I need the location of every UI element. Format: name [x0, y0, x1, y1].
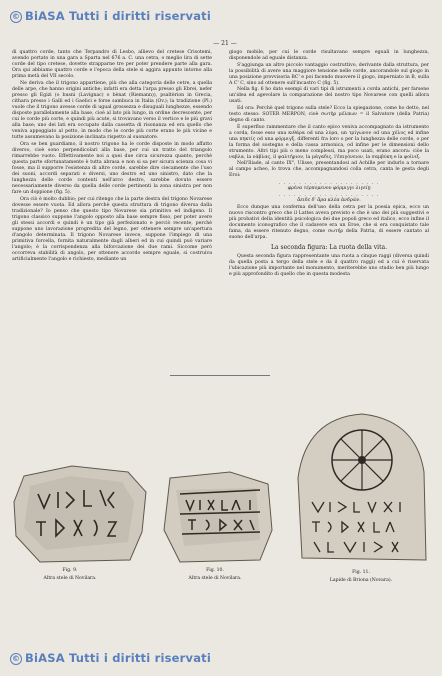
verse-dots: . . . . . . . . . . . . . . . . . . . .	[278, 192, 380, 199]
fig-10-stone-image	[160, 470, 275, 564]
fig-9-label: Fig. 9.	[62, 568, 78, 573]
separator	[170, 375, 270, 376]
paragraph: Nella fig. 6 ho dato esempi di vari tipi di istrumenti a corda antichi, per farsene un'idea ed agevolare la comparazione del nostro tipo Novarese con quelli allora usati.	[229, 87, 429, 105]
paragraph: di quattro corde, tanto che Terpandro di Lesbo, allievo del cretese Crisotemi, avendo portato in una gara a Sparta nel 676 a. C. una cetra, o meglio lira di sette corde del tipo cretese, dovette strapparne tre per poter prendere parte alla gara. Ora qui abbiamo quattro corde e l'epoca della stele si aggira appunto intorno alla prima metà del VII secolo.	[12, 50, 212, 80]
paragraph: Ne deriva che il trigono appartiene, più che alla categoria delle cetre, a quella delle arpe, che hanno origini antiche; infatti era detta l'arpa presso gli Ebrei, nefer presso gli Egizi (o busni (Lavignac) o bènat (Riemann)), psaltèrion in Grecia, cithara presso i Galli ed i Gaelici e forse sambuca in Italia (Ov.); la tradizione (Pl.) vuole che il trigono avesse corde di ugual grossezza e disuguali lunghezze, essendo disposte parallelamente alla base, cioè al lato più lungo, in ordine decrescente, per cui le corde più corte, e quindi più acute, si trovavano verso il vertice e le più gravi alla base; uno dei lati era occupato dalla cassetta di risonanza ed era quello che veniva appoggiato al petto, in modo che le corde più corte erano le più vicine e tutte assumevano la posizione inclinata rispetto al suonatore.	[12, 80, 212, 141]
verse-dots: . . . . . . . . . . . . . . . . . . . .	[278, 179, 380, 186]
paragraph: Questa seconda figura rappresentante una ruota a cinque raggi (diversa quindi da quella posta a tergo della stele e da il quattro raggi) ed a cui è riservata l'ubicazione più importante nel monumento, meriterebbe uno studio ben più lungo e più approfondito di quello che in questa modesta	[229, 254, 429, 278]
paragraph: Ora se ben guardiamo, il nostro trigono ha le corde disposte in modo affatto diverso, cioè sono perpendicolari alla base, per cui un tratto del triangolo rimarrebbe vuoto. Effettivamente noi a quei due circa sicurezza quanto, perchè questa parte sfortunatamente è tutta abrasa e non si sa per sicura scienza cosa vi fosse, ma il supporre l'esistenza di altre corde, sarebbe dire ciecamente che l'uso dei suoni, accordi separati e diversi, uno destro ed uno sinistro, dato che la lunghezza delle corde contenti nell'arco destro, sarebbe dovuto essere necessariamente diverso da quella delle corde pertinenti la zona sinistra per non fare un doppione (fig. 5).	[12, 141, 212, 196]
left-column	[12, 50, 212, 264]
paragraph: È superfluo rammentare che il canto epico veniva accompagnato da istrumento a corda, fosse esso una κιθάρα od una λύρα, un τρίγωνον od una χέλυς ed infine una πηκτίς od una φόρμιγξ, differenti fra loro o per la lunghezza delle corde, o per la forma del sostegno e della cassa armonica, od infine per le dimensioni dello strumento. Altri tipi più o meno complessi, ma poco usati, erano ancora: ciòe la ναβλα, la νάβλας, il ψαλτήριον, la μάγαδις, l'ἐπιγόνειον, la σαμβύκη e la φοῖνιξ.	[229, 124, 429, 160]
paragraph: giogo mobile, per cui le corde risultavano sempre eguali in lunghezza, disponendole ad eguale distanza.	[229, 50, 429, 62]
greek-verse-2: ἄειδε δ' ἄρα κλέα ἀνδρῶν.	[297, 198, 361, 204]
fig-10-caption: Altra stele di Novilara.	[188, 576, 242, 581]
paragraph: Ecco dunque una conferma dell'uso della cetra per la poesia epica, ecco un nuovo riscontro greco che il Lattes aveva previsto e che è uno dei più suggestivi e più probativi della identità psicologica dei due popoli greco ed italico, ecco infine il documento iconografico che il cadavere era un Eroe, che si era conquistato tale fama, da essere ritenuto degno, come σωτήρ della Patria, di essere cantato al suono dell'arpa.	[229, 204, 429, 241]
section-heading: La seconda figura: La ruota della vita.	[271, 244, 387, 252]
fig-11-label: Fig. 11.	[352, 570, 370, 575]
watermark-bottom: © BiASA Tutti i diritti riservati	[11, 651, 211, 665]
paragraph: Ed ora: Perchè quel trigono sulla stele? Ecco la spiegazione, come ho detto, nel testo stesso: SOTER MERPON, cioè σωτὴρ μέλπων = il Salvatore (della Patria) degno di canto.	[229, 105, 429, 124]
watermark-top: © BiASA Tutti i diritti riservati	[11, 9, 211, 23]
page-number: — 21 —	[213, 40, 237, 47]
copyright-icon: ©	[11, 12, 21, 21]
paragraph: S'aggiunga un altro piccolo vantaggio costruttivo, derivante dalla struttura, per la possibilità di avere una maggiore tensione nelle corde, ancorandole sul giogo in una posizione provvisoria BC' e poi facendo muovere il giogo, imperniato in B, sulla A C' C, sino ad ottenere sull'incastro C (fig. 5).	[229, 62, 429, 86]
copyright-icon: ©	[11, 654, 21, 663]
greek-verse-1: φρένα τέρπομενον φόρμιγγι λιγείῃ	[287, 185, 371, 191]
fig-10-label: Fig. 10.	[206, 568, 224, 573]
fig-11-stone-image	[288, 408, 434, 568]
paragraph: Ora ciò è molto dubbio; per cui ritengo che la parte destra del trigono Novarese dovesse essere vuota. Ed allora perchè questa struttura di trigono diversa dalla tradizionale? Io penso che questo tipo Novarese sia primitivo ed indigeno. Il trigono classico suppone l'angolo opposto alla base sempre fisso, per poter avere gli stessi accordi e quindi è un tipo già perfezionato e perciò recente, perchè suppone uno lavorazione progredita del legno, per ottenere sempre un'apertura d'angolo determinata. Il trigono Novarese invece, suppone l'impiego di una primitiva forcella, fornita naturalmente dagli alberi ed in cui quindi può variare l'angolo; è la corrispondenza alla biforcazione dei due rami. Siccome però occorreva stabilità di angolo, per ottenere accordo sempre eguale, si costruiva artificialmente l'angolo e richiesto, mediante un	[12, 196, 212, 263]
paragraph: Nell'Iliade, al canto IX°, Ulisse, presentandosi ad Achille per indurlo a tornare al campo acheo, lo trova che, accompagnandosi colla cetra, canta le gesta degli Eroi:	[229, 161, 429, 179]
fig-9-stone-image	[10, 462, 150, 564]
right-column	[229, 50, 429, 279]
fig-11-caption: Lapide di Briona (Novara).	[329, 578, 393, 583]
fig-9-caption: Altra stele di Novilara.	[43, 576, 97, 581]
